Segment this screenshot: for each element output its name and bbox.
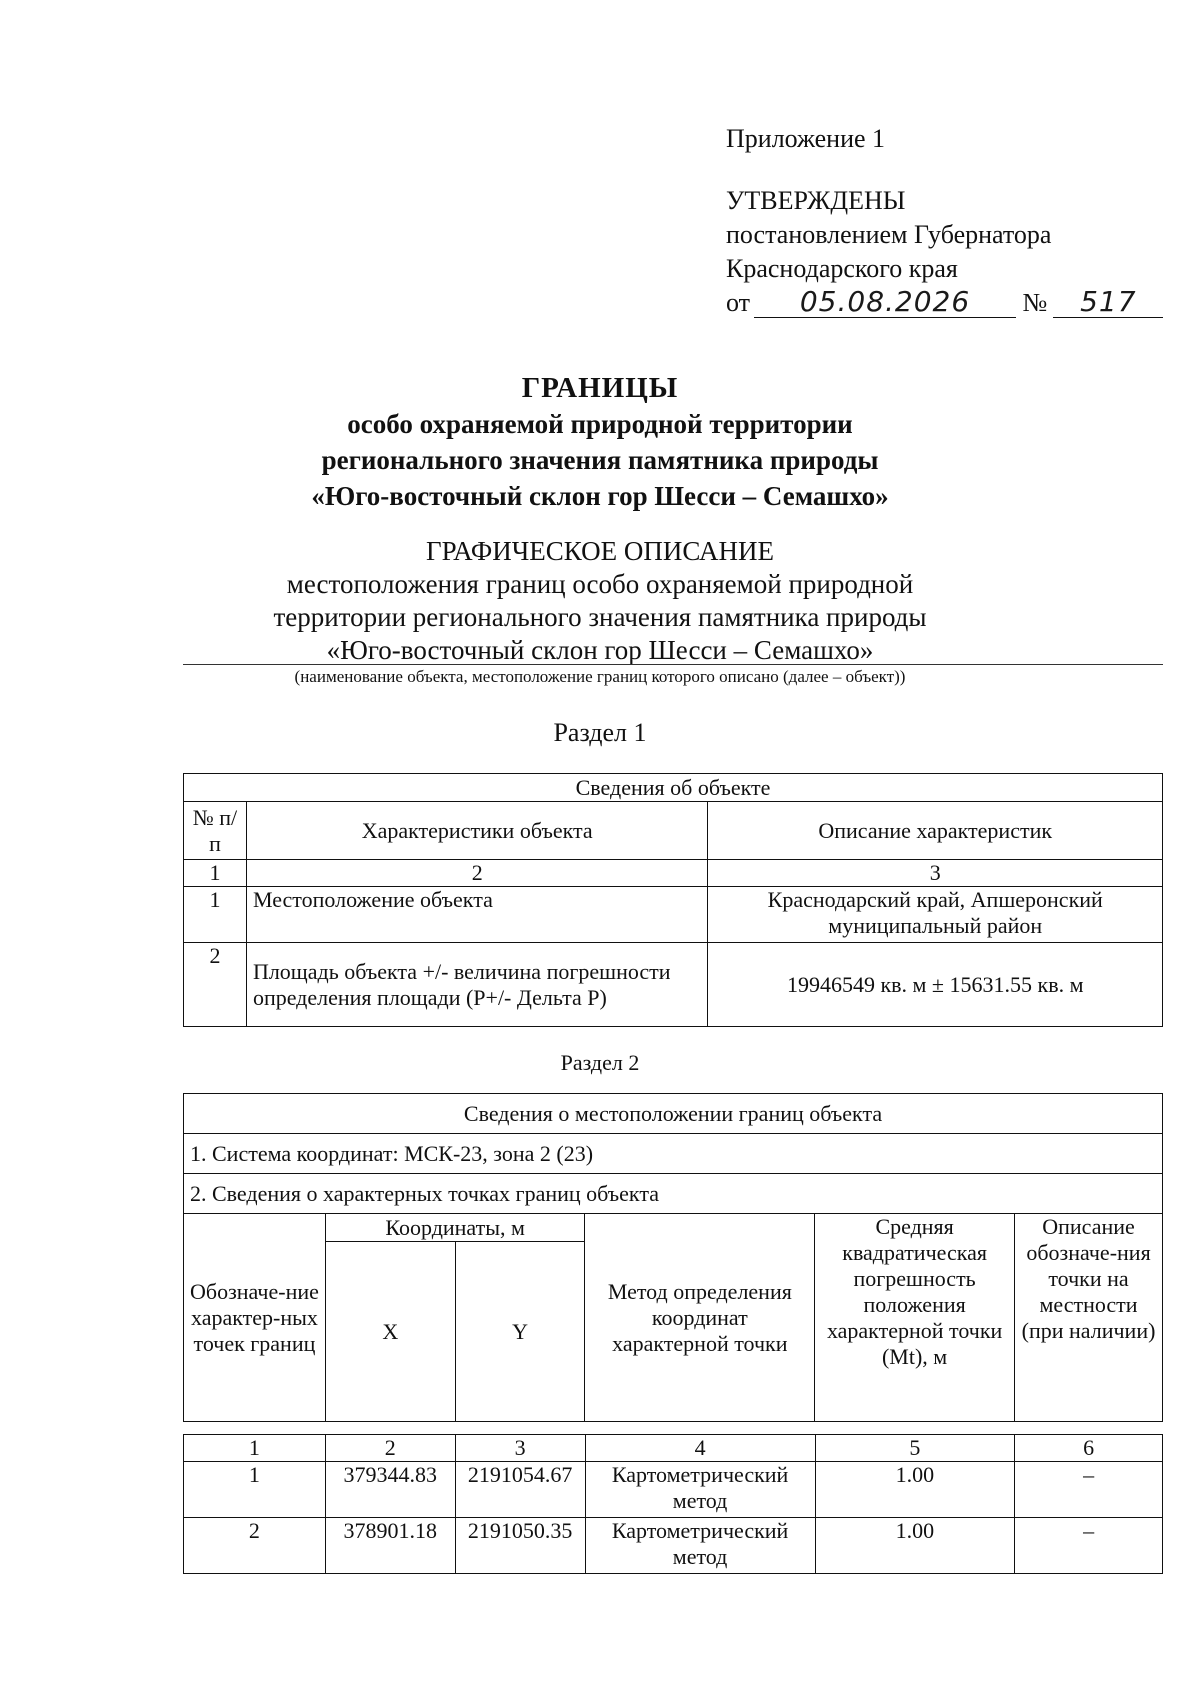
col-number-3: 3 bbox=[455, 1435, 585, 1462]
date-number-line bbox=[726, 286, 1163, 320]
document-title bbox=[0, 370, 1200, 514]
subtitle-line-4: «Юго-восточный склон гор Шесси – Семашхо» bbox=[326, 635, 874, 665]
col-number-1: 1 bbox=[184, 1435, 326, 1462]
table-row bbox=[184, 1462, 1163, 1518]
approved-by-line2: Краснодарского края bbox=[726, 254, 958, 283]
row-characteristic: Местоположение объекта bbox=[246, 887, 708, 943]
point-error: 1.00 bbox=[815, 1518, 1015, 1574]
subtitle-line-2: местоположения границ особо охраняемой природной bbox=[286, 569, 914, 599]
boundary-info-table bbox=[183, 1093, 1163, 1422]
number-prefix: № bbox=[1022, 288, 1048, 317]
date-prefix: от bbox=[726, 288, 751, 317]
point-y: 2191054.67 bbox=[455, 1462, 585, 1518]
section-2-heading: Раздел 2 bbox=[560, 1050, 640, 1075]
row-description: 19946549 кв. м ± 15631.55 кв. м bbox=[708, 943, 1163, 1027]
appendix-label: Приложение 1 bbox=[726, 124, 886, 153]
table-row bbox=[184, 887, 1163, 943]
col-number-2: 2 bbox=[325, 1435, 455, 1462]
header-characteristic: Характеристики объекта bbox=[246, 802, 708, 860]
point-error: 1.00 bbox=[815, 1462, 1015, 1518]
number-field: 517 bbox=[1053, 287, 1163, 318]
title-line-1: ГРАНИЦЫ bbox=[521, 372, 679, 404]
date-field: 05.08.2026 bbox=[754, 287, 1016, 318]
title-line-2: особо охраняемой природной территории bbox=[347, 409, 853, 439]
header-x: X bbox=[325, 1242, 455, 1422]
header-number: № п/п bbox=[184, 802, 247, 860]
object-info-table bbox=[183, 773, 1163, 1027]
title-line-4: «Юго-восточный склон гор Шесси – Семашхо» bbox=[311, 481, 889, 511]
header-coordinates: Координаты, м bbox=[325, 1214, 585, 1242]
point-x: 378901.18 bbox=[325, 1518, 455, 1574]
subtitle-caption: (наименование объекта, местоположение границ которого описано (далее – объект)) bbox=[294, 667, 906, 686]
header-method: Метод определения координат характерной точки bbox=[585, 1214, 815, 1422]
col-number-5: 5 bbox=[815, 1435, 1015, 1462]
point-x: 379344.83 bbox=[325, 1462, 455, 1518]
row-number: 2 bbox=[184, 943, 247, 1027]
approval-block bbox=[726, 122, 1163, 320]
point-y: 2191050.35 bbox=[455, 1518, 585, 1574]
row-number: 1 bbox=[184, 887, 247, 943]
point-id: 2 bbox=[184, 1518, 326, 1574]
subtitle-line-3: территории регионального значения памятника природы bbox=[273, 602, 927, 632]
header-description: Описание характеристик bbox=[708, 802, 1163, 860]
header-designation: Обозначе-ние характер-ных точек границ bbox=[184, 1214, 326, 1422]
point-description: – bbox=[1015, 1462, 1163, 1518]
document-subtitle bbox=[0, 535, 1200, 667]
approved-label: УТВЕРЖДЕНЫ bbox=[726, 186, 906, 215]
point-id: 1 bbox=[184, 1462, 326, 1518]
points-title: 2. Сведения о характерных точках границ объекта bbox=[184, 1174, 1163, 1214]
row-description: Краснодарский край, Апшеронский муниципальный район bbox=[708, 887, 1163, 943]
header-error: Средняя квадратическая погрешность положения характерной точки (Mt), м bbox=[815, 1214, 1015, 1422]
object-info-title: Сведения об объекте bbox=[184, 774, 1163, 802]
coordinate-system: 1. Система координат: МСК-23, зона 2 (23) bbox=[184, 1134, 1163, 1174]
col-number-6: 6 bbox=[1015, 1435, 1163, 1462]
table-row bbox=[184, 1518, 1163, 1574]
boundary-info-title: Сведения о местоположении границ объекта bbox=[184, 1094, 1163, 1134]
col-number-2: 2 bbox=[246, 860, 708, 887]
header-point-description: Описание обозначе-ния точки на местности (при наличии) bbox=[1015, 1214, 1163, 1422]
title-line-3: регионального значения памятника природы bbox=[321, 445, 879, 475]
header-y: Y bbox=[455, 1242, 585, 1422]
subtitle-line-1: ГРАФИЧЕСКОЕ ОПИСАНИЕ bbox=[425, 536, 775, 566]
point-description: – bbox=[1015, 1518, 1163, 1574]
col-number-4: 4 bbox=[585, 1435, 815, 1462]
section-1-heading: Раздел 1 bbox=[553, 718, 647, 747]
row-characteristic: Площадь объекта +/- величина погрешности определения площади (P+/- Дельта P) bbox=[246, 943, 708, 1027]
table-row bbox=[184, 943, 1163, 1027]
col-number-1: 1 bbox=[184, 860, 247, 887]
col-number-3: 3 bbox=[708, 860, 1163, 887]
boundary-points-table bbox=[183, 1434, 1163, 1574]
point-method: Картометрический метод bbox=[585, 1462, 815, 1518]
approved-by-line1: постановлением Губернатора bbox=[726, 220, 1052, 249]
point-method: Картометрический метод bbox=[585, 1518, 815, 1574]
subtitle-rule bbox=[183, 664, 1163, 665]
